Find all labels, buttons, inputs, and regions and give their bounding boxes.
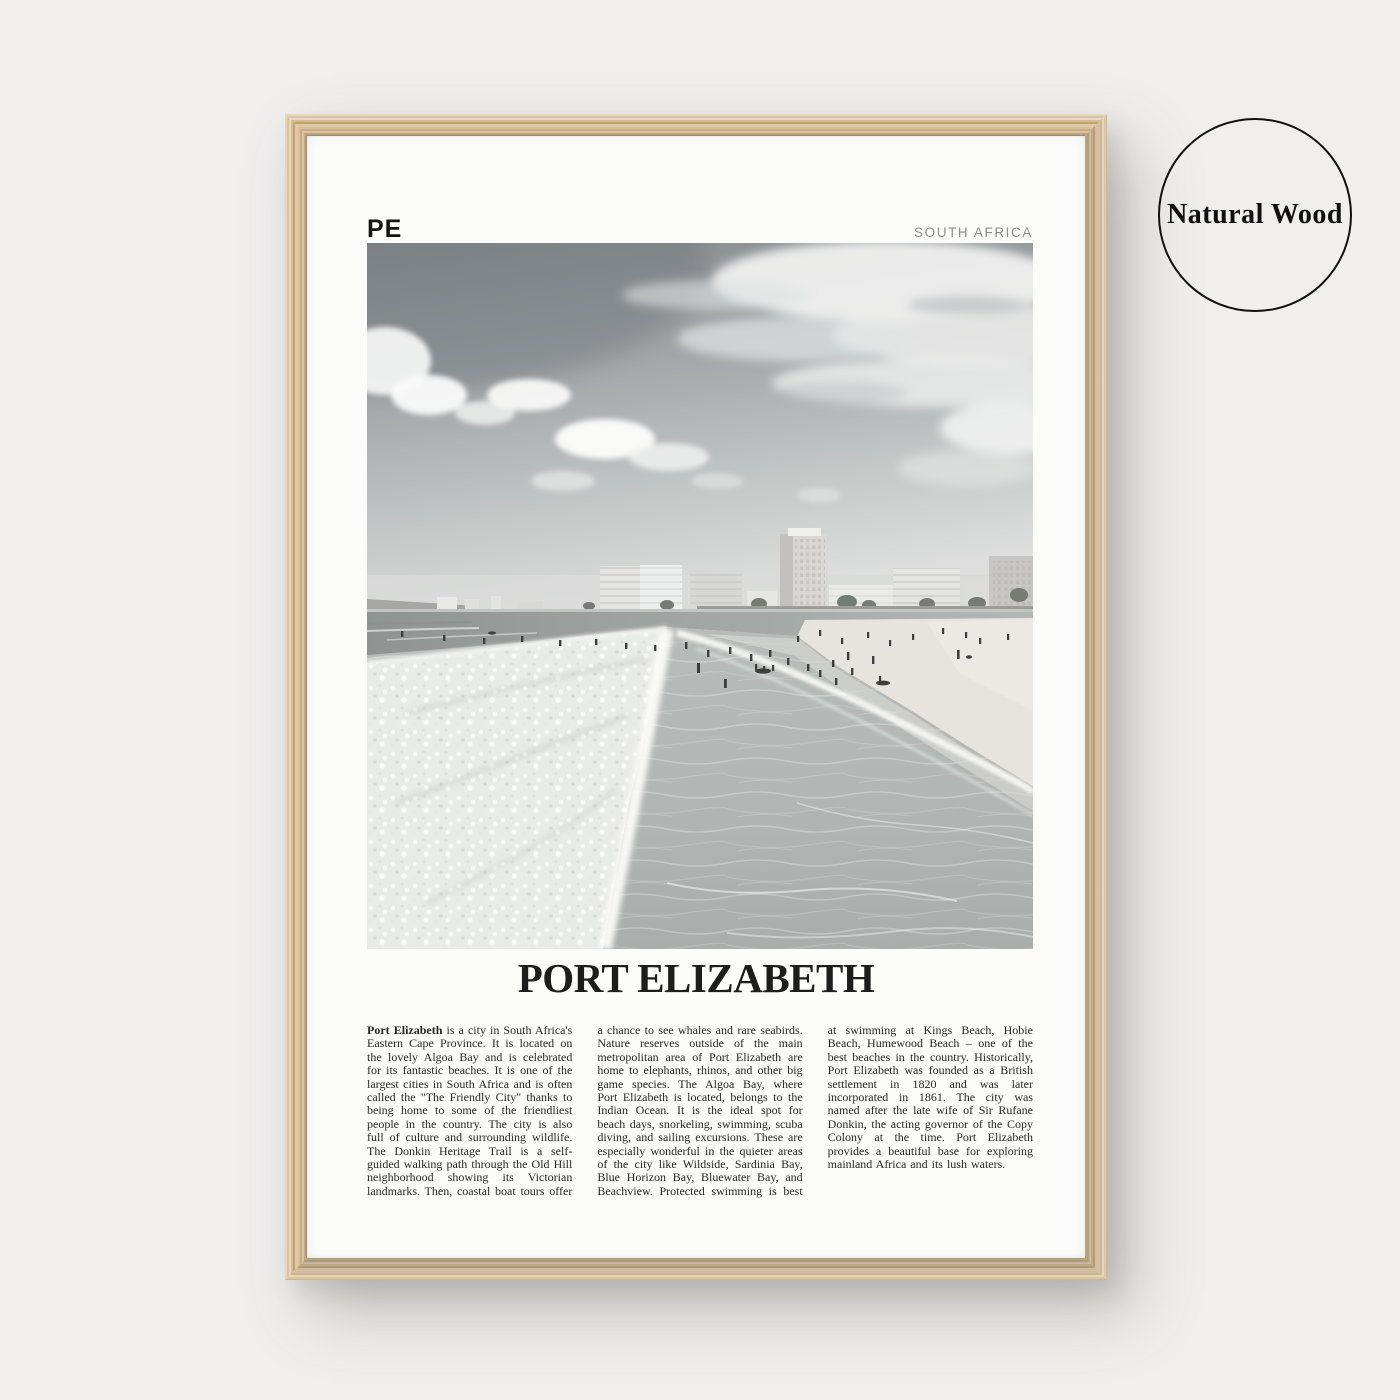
poster-title: PORT ELIZABETH <box>517 955 875 1001</box>
frame-rail-top <box>285 114 1107 136</box>
frame-rail-left <box>285 114 307 1280</box>
poster-header <box>367 212 1033 242</box>
poster-photo <box>367 243 1033 949</box>
poster-paper <box>307 136 1085 1258</box>
body-text: is a city in South Africa's Eastern Cape Province. It is located on the lovely Algoa Bay and is celebrated for its fantastic beaches. It is one of the largest cities in South Africa and is often called the "The Friendly City" thanks to being home to some of the friendliest people in the country. The city is also full of culture and surrounding wildlife. The Donkin Heritage Trail is a self-guided walking path through the Old Hill neighborhood showing its Victorian landmarks. Then, coastal boat tours offer a chance to see whales and rare seabirds. Nature reserves outside of the main metropolitan area of Port Elizabeth are home to elephants, rhinos, and other big game species. The Algoa Bay, where Port Elizabeth is located, belongs to the Indian Ocean. It is the ideal spot for beach days, snorkeling, swimming, scuba diving, and sailing excursions. These are especially wonderful in the quieter areas of the city like Wildside, Sardinia Bay, Blue Horizon Bay, Bluewater Bay, and Beachview. Protected swimming is best at swimming at Kings Beach, Hobie Beach, Humewood Beach – one of the best beaches in the country. Historically, Port Elizabeth was founded as a British settlement in 1820 and was later incorporated in 1861. The city was named after the late wife of Sir Rufane Donkin, the acting governor of the Copy Colony at the time. Port Elizabeth provides a beautiful base for exploring mainland Africa and its lush waters. <box>367 1024 1033 1198</box>
badge-label: Natural Wood <box>1167 199 1343 230</box>
country-label: SOUTH AFRICA <box>914 225 1033 241</box>
beach-photo-artwork <box>367 243 1033 949</box>
body-lead-phrase: Port Elizabeth <box>367 1024 443 1037</box>
natural-wood-badge <box>1158 118 1352 312</box>
frame-rail-bottom <box>285 1258 1107 1280</box>
city-abbreviation: PE <box>367 215 403 243</box>
frame-rail-right <box>1085 114 1107 1280</box>
picture-frame <box>285 114 1107 1280</box>
poster-body-text <box>367 1024 1033 1202</box>
